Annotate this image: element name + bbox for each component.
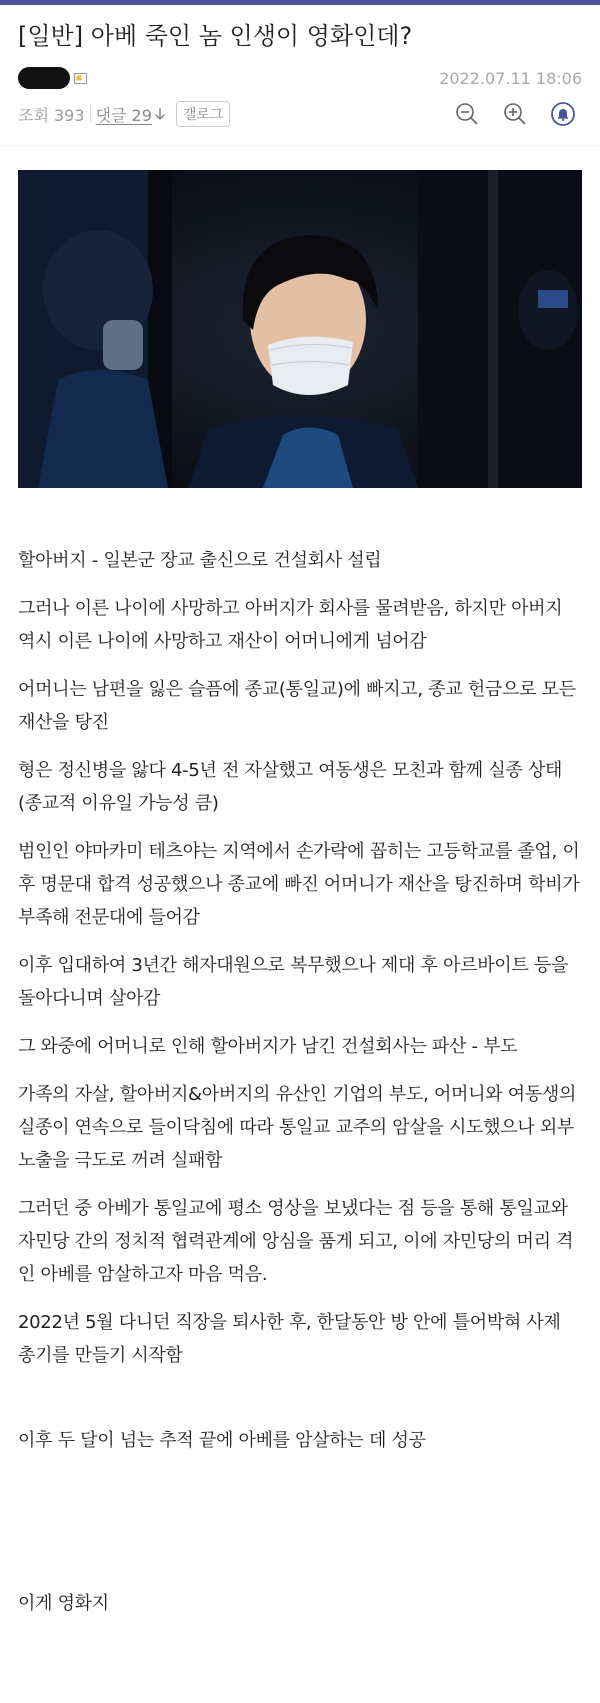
news-photo: [18, 170, 582, 488]
body-paragraph: 이후 두 달이 넘는 추적 끝에 아베를 암살하는 데 성공: [18, 1430, 426, 1451]
comment-count: 댓글 29: [95, 105, 152, 125]
gallog-button[interactable]: 갤로그: [176, 101, 231, 127]
post-stats-row: [18, 97, 582, 131]
arrow-down-icon: [154, 107, 166, 121]
redacted-author-name: [18, 67, 70, 89]
body-paragraph: 형은 정신병을 앓다 4-5년 전 자살했고 여동생은 모친과 함께 실종 상태 (종교적 이유일 가능성 큼): [18, 760, 563, 814]
body-paragraph: 2022년 5월 다니던 직장을 퇴사한 후, 한달동안 방 안에 틀어박혀 사제 총기를 만들기 시작함: [18, 1312, 561, 1366]
body-paragraph: 가족의 자살, 할아버지&아버지의 유산인 기업의 부도, 어머니와 여동생의 실종이 연속으로 들이닥침에 따라 통일교 교주의 암살을 시도했으나 외부 노출을 극도로 꺼려 실패함: [18, 1084, 577, 1171]
bell-icon[interactable]: [548, 99, 578, 129]
author[interactable]: [18, 67, 88, 89]
view-count: 조회 393: [18, 105, 85, 125]
body-paragraph: 그 와중에 어머니로 인해 할아버지가 남긴 건설회사는 파산 - 부도: [18, 1036, 518, 1057]
post-date: 2022.07.11 18:06: [439, 68, 582, 88]
body-paragraph: 이후 입대하여 3년간 해자대원으로 복무했으나 제대 후 아르바이트 등을 돌아다니며 살아감: [18, 955, 569, 1009]
header-divider: [0, 145, 600, 146]
post-title: [일반] 아베 죽인 놈 인생이 영화인데?: [18, 22, 413, 50]
post-meta: [18, 65, 582, 91]
body-paragraph: 범인인 야마카미 테츠야는 지역에서 손가락에 꼽히는 고등학교를 졸업, 이후 명문대 합격 성공했으나 종교에 빠진 어머니가 재산을 탕진하며 학비가 부족해 전문대에 들어감: [18, 841, 580, 928]
zoom-out-icon[interactable]: [452, 99, 482, 129]
body-paragraph: 그러나 이른 나이에 사망하고 아버지가 회사를 물려받음, 하지만 아버지 역시 이른 나이에 사망하고 재산이 어머니에게 넘어감: [18, 598, 563, 652]
body-paragraph: 할아버지 - 일본군 장교 출신으로 건설회사 설립: [18, 550, 382, 571]
post-stats: [18, 101, 230, 127]
stats-divider: [90, 106, 91, 122]
post-header: [0, 5, 600, 131]
body-paragraph: 그러던 중 아베가 통일교에 평소 영상을 보냈다는 점 등을 통해 통일교와 자민당 간의 정치적 협력관계에 앙심을 품게 되고, 이에 자민당의 머리 격인 아베를 암살하고자 마음 먹음.: [18, 1198, 574, 1285]
post-body: [0, 488, 600, 1620]
post-tools: [452, 99, 578, 129]
body-paragraph: 이게 영화지: [18, 1593, 109, 1614]
user-badge-icon: [74, 72, 88, 85]
body-paragraph: 어머니는 남편을 잃은 슬픔에 종교(통일교)에 빠지고, 종교 헌금으로 모든 재산을 탕진: [18, 679, 576, 733]
comment-count-link[interactable]: [96, 103, 166, 126]
zoom-in-icon[interactable]: [500, 99, 530, 129]
